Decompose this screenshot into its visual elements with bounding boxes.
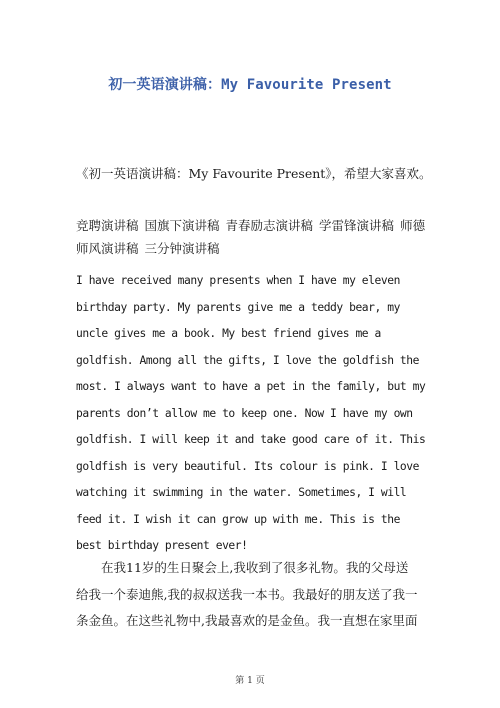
related-link[interactable]: 师德师风演讲稿 (76, 218, 426, 256)
text-line: 给我一个泰迪熊,我的叔叔送我一本书。我最好的朋友送了我一 (76, 586, 418, 602)
text-line: most. I always want to have a pet in the family, but my (76, 380, 426, 393)
text-line: 条金鱼。在这些礼物中,我最喜欢的是金鱼。我一直想在家里面 (76, 613, 418, 628)
related-link[interactable]: 三分钟演讲稿 (144, 241, 220, 256)
text-line: birthday party. My parents give me a teddy bear, my (76, 300, 400, 314)
page-title: 初一英语演讲稿：My Favourite Present (108, 77, 392, 93)
text-line: goldfish is very beautiful. Its colour is pink. I love (76, 459, 419, 473)
text-line: goldfish. Among all the gifts, I love the goldfish the (76, 353, 419, 367)
related-link[interactable]: 学雷锋演讲稿 (319, 218, 395, 233)
text-line: parents don’t allow me to keep one. Now I have my own (76, 406, 413, 420)
text-line: goldfish. I will keep it and take good care of it. This (76, 433, 426, 446)
related-links (76, 214, 426, 260)
page-number: 第 1 页 (235, 676, 265, 686)
intro-paragraph: 《初一英语演讲稿：My Favourite Present》，希望大家喜欢。 (76, 166, 432, 181)
english-paragraph (76, 268, 428, 560)
text-line: feed it. I wish it can grow up with me. This is the (76, 512, 400, 526)
text-line: uncle gives me a book. My best friend gives me a (76, 327, 381, 340)
related-link[interactable]: 青春励志演讲稿 (225, 218, 314, 233)
related-link[interactable]: 国旗下演讲稿 (144, 218, 220, 233)
text-line: best birthday present ever! (76, 539, 248, 552)
text-line: I have received many presents when I have my eleven (76, 274, 400, 287)
chinese-paragraph (76, 555, 428, 635)
related-link[interactable]: 竞聘演讲稿 (76, 218, 139, 233)
text-line: 在我11岁的生日聚会上,我收到了很多礼物。我的父母送 (101, 560, 409, 575)
text-line: watching it swimming in the water. Sometimes, I will (76, 486, 407, 499)
